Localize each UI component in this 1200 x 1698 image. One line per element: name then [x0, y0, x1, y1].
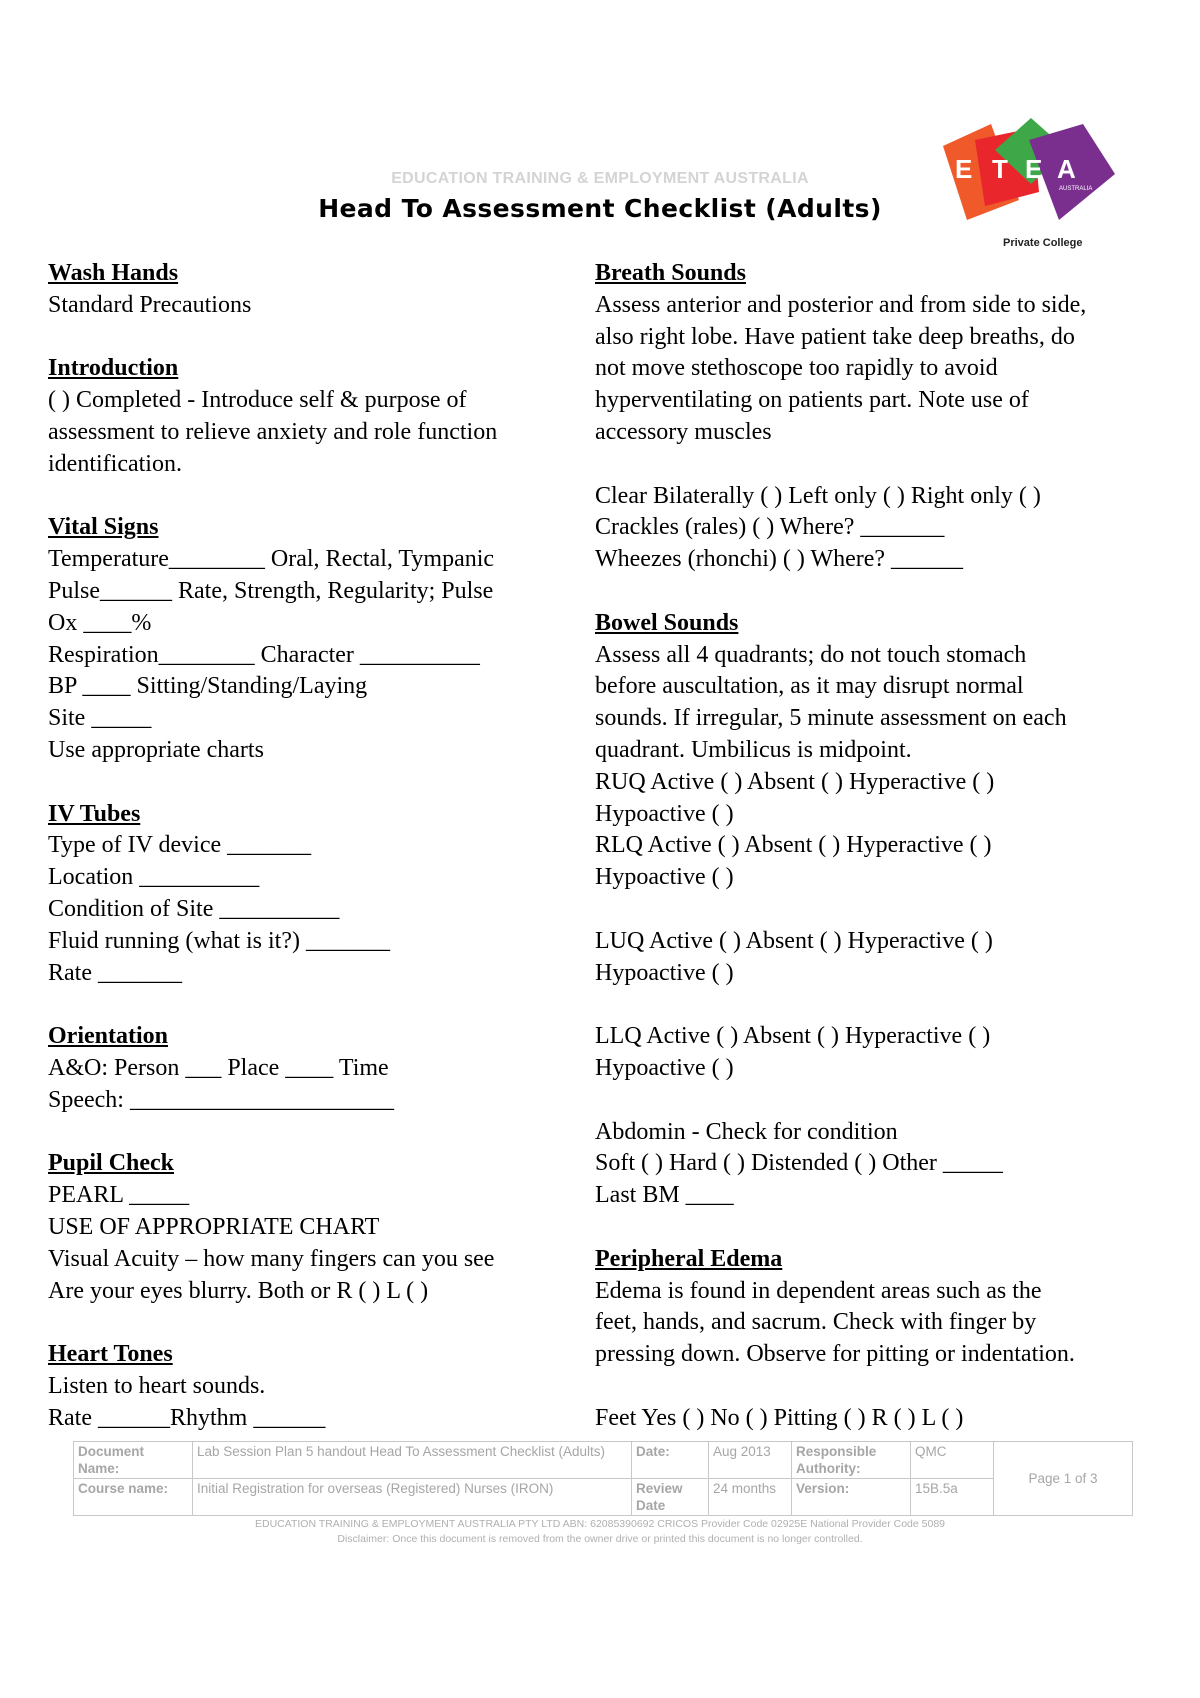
logo-small-text: AUSTRALIA [1059, 186, 1093, 192]
version-label: Version: [792, 1479, 911, 1516]
iv-tubes-line-1: Type of IV device _______ [48, 832, 312, 859]
heart-tones-line-2: Rate ______Rhythm ______ [48, 1404, 326, 1431]
bowel-sounds-llq-hypo: Hypoactive ( ) [595, 1054, 734, 1081]
iv-tubes-line-3: Condition of Site __________ [48, 895, 340, 922]
peripheral-edema-line-3: pressing down. Observe for pitting or indentation. [595, 1341, 1075, 1368]
introduction-line-1: ( ) Completed - Introduce self & purpose of [48, 387, 467, 414]
iv-tubes-heading: IV Tubes [48, 800, 141, 827]
vital-signs-line-4: Respiration________ Character __________ [48, 641, 480, 668]
breath-sounds-line-8: Wheezes (rhonchi) ( ) Where? ______ [595, 546, 964, 573]
last-bm-line: Last BM ____ [595, 1182, 734, 1209]
date-value: Aug 2013 [709, 1442, 792, 1479]
vital-signs-heading: Vital Signs [48, 514, 159, 541]
left-column [48, 258, 578, 1434]
document-control-table [73, 1441, 1133, 1516]
course-name-value: Initial Registration for overseas (Registered) Nurses (IRON) [193, 1479, 632, 1516]
pupil-check-heading: Pupil Check [48, 1150, 175, 1177]
vital-signs-line-1: Temperature________ Oral, Rectal, Tympanic [48, 546, 495, 573]
company-registration-line: EDUCATION TRAINING & EMPLOYMENT AUSTRALIA PTY LTD ABN: 62085390692 CRICOS Provider Code 02925E National Provider Code 5089 [255, 1518, 945, 1530]
bowel-sounds-line-1: Assess all 4 quadrants; do not touch stomach [595, 641, 1027, 668]
organization-name: EDUCATION TRAINING & EMPLOYMENT AUSTRALIA [391, 170, 809, 187]
logo-letter-e1: E [955, 154, 973, 184]
vital-signs-line-6: Site _____ [48, 705, 152, 732]
course-name-label: Course name: [74, 1479, 193, 1516]
responsible-authority-value: QMC [911, 1442, 994, 1479]
bowel-sounds-ruq: RUQ Active ( ) Absent ( ) Hyperactive ( ) [595, 768, 995, 795]
peripheral-edema-line-1: Edema is found in dependent areas such as the [595, 1277, 1042, 1304]
etea-logo [935, 118, 1150, 253]
bowel-sounds-luq-hypo: Hypoactive ( ) [595, 959, 734, 986]
vital-signs-line-3: Ox ____% [48, 609, 152, 636]
breath-sounds-line-5: accessory muscles [595, 418, 772, 445]
peripheral-edema-heading: Peripheral Edema [595, 1245, 783, 1272]
iv-tubes-line-5: Rate _______ [48, 959, 182, 986]
wash-hands-line: Standard Precautions [48, 291, 252, 318]
table-row [74, 1479, 1133, 1516]
abdomen-condition-line: Soft ( ) Hard ( ) Distended ( ) Other _____ [595, 1150, 1003, 1177]
peripheral-edema-feet-line: Feet Yes ( ) No ( ) Pitting ( ) R ( ) L ( ) [595, 1404, 964, 1431]
bowel-sounds-line-2: before auscultation, as it may disrupt normal [595, 673, 1024, 700]
abdomen-check-line: Abdomin - Check for condition [595, 1118, 898, 1145]
disclaimer-line: Disclaimer: Once this document is removed from the owner drive or printed this document is no longer controlled. [337, 1533, 863, 1545]
introduction-line-2: assessment to relieve anxiety and role function [48, 418, 498, 445]
iv-tubes-line-2: Location __________ [48, 864, 260, 891]
logo-letter-t: T [992, 154, 1008, 184]
peripheral-edema-line-2: feet, hands, and sacrum. Check with finger by [595, 1309, 1037, 1336]
breath-sounds-line-3: not move stethoscope too rapidly to avoid [595, 355, 998, 382]
iv-tubes-line-4: Fluid running (what is it?) _______ [48, 927, 390, 954]
pupil-check-line-2: USE OF APPROPRIATE CHART [48, 1213, 380, 1240]
vital-signs-line-2: Pulse______ Rate, Strength, Regularity; Pulse [48, 577, 494, 604]
bowel-sounds-llq: LLQ Active ( ) Absent ( ) Hyperactive ( ) [595, 1023, 991, 1050]
responsible-authority-label: Responsible Authority: [792, 1442, 911, 1479]
heart-tones-line-1: Listen to heart sounds. [48, 1372, 266, 1399]
bowel-sounds-heading: Bowel Sounds [595, 609, 739, 636]
breath-sounds-line-2: also right lobe. Have patient take deep breaths, do [595, 323, 1075, 350]
breath-sounds-line-4: hyperventilating on patients part. Note use of [595, 387, 1029, 414]
logo-letter-a: A [1057, 154, 1076, 184]
vital-signs-line-7: Use appropriate charts [48, 736, 264, 763]
logo-tagline: Private College [1003, 237, 1083, 249]
breath-sounds-heading: Breath Sounds [595, 260, 746, 286]
logo-letter-e2: E [1025, 154, 1043, 184]
review-date-value: 24 months [709, 1479, 792, 1516]
breath-sounds-line-6: Clear Bilaterally ( ) Left only ( ) Right only ( ) [595, 482, 1041, 509]
bowel-sounds-luq: LUQ Active ( ) Absent ( ) Hyperactive ( ) [595, 927, 993, 954]
page-number: Page 1 of 3 [994, 1442, 1133, 1516]
orientation-line-1: A&O: Person ___ Place ____ Time [48, 1054, 389, 1081]
pupil-check-line-3: Visual Acuity – how many fingers can you see [48, 1245, 495, 1272]
bowel-sounds-rlq-hypo: Hypoactive ( ) [595, 864, 734, 891]
bowel-sounds-ruq-hypo: Hypoactive ( ) [595, 800, 734, 827]
bowel-sounds-line-4: quadrant. Umbilicus is midpoint. [595, 736, 912, 763]
introduction-heading: Introduction [48, 355, 179, 382]
heart-tones-heading: Heart Tones [48, 1341, 173, 1368]
wash-hands-heading: Wash Hands [48, 260, 179, 286]
breath-sounds-line-7: Crackles (rales) ( ) Where? _______ [595, 514, 945, 541]
right-column [595, 258, 1175, 1434]
introduction-line-3: identification. [48, 450, 182, 477]
version-value: 15B.5a [911, 1479, 994, 1516]
vital-signs-line-5: BP ____ Sitting/Standing/Laying [48, 673, 368, 700]
page-title: Head To Assessment Checklist (Adults) [318, 194, 882, 223]
pupil-check-line-4: Are your eyes blurry. Both or R ( ) L ( ) [48, 1277, 429, 1304]
bowel-sounds-rlq: RLQ Active ( ) Absent ( ) Hyperactive ( ) [595, 832, 992, 859]
pupil-check-line-1: PEARL _____ [48, 1182, 190, 1209]
date-label: Date: [632, 1442, 709, 1479]
table-row [74, 1442, 1133, 1479]
orientation-line-2: Speech: ______________________ [48, 1086, 394, 1113]
document-name-value: Lab Session Plan 5 handout Head To Assessment Checklist (Adults) [193, 1442, 632, 1479]
breath-sounds-line-1: Assess anterior and posterior and from side to side, [595, 291, 1087, 318]
review-date-label: Review Date [632, 1479, 709, 1516]
orientation-heading: Orientation [48, 1023, 168, 1050]
bowel-sounds-line-3: sounds. If irregular, 5 minute assessment on each [595, 705, 1067, 732]
document-name-label: Document Name: [74, 1442, 193, 1479]
